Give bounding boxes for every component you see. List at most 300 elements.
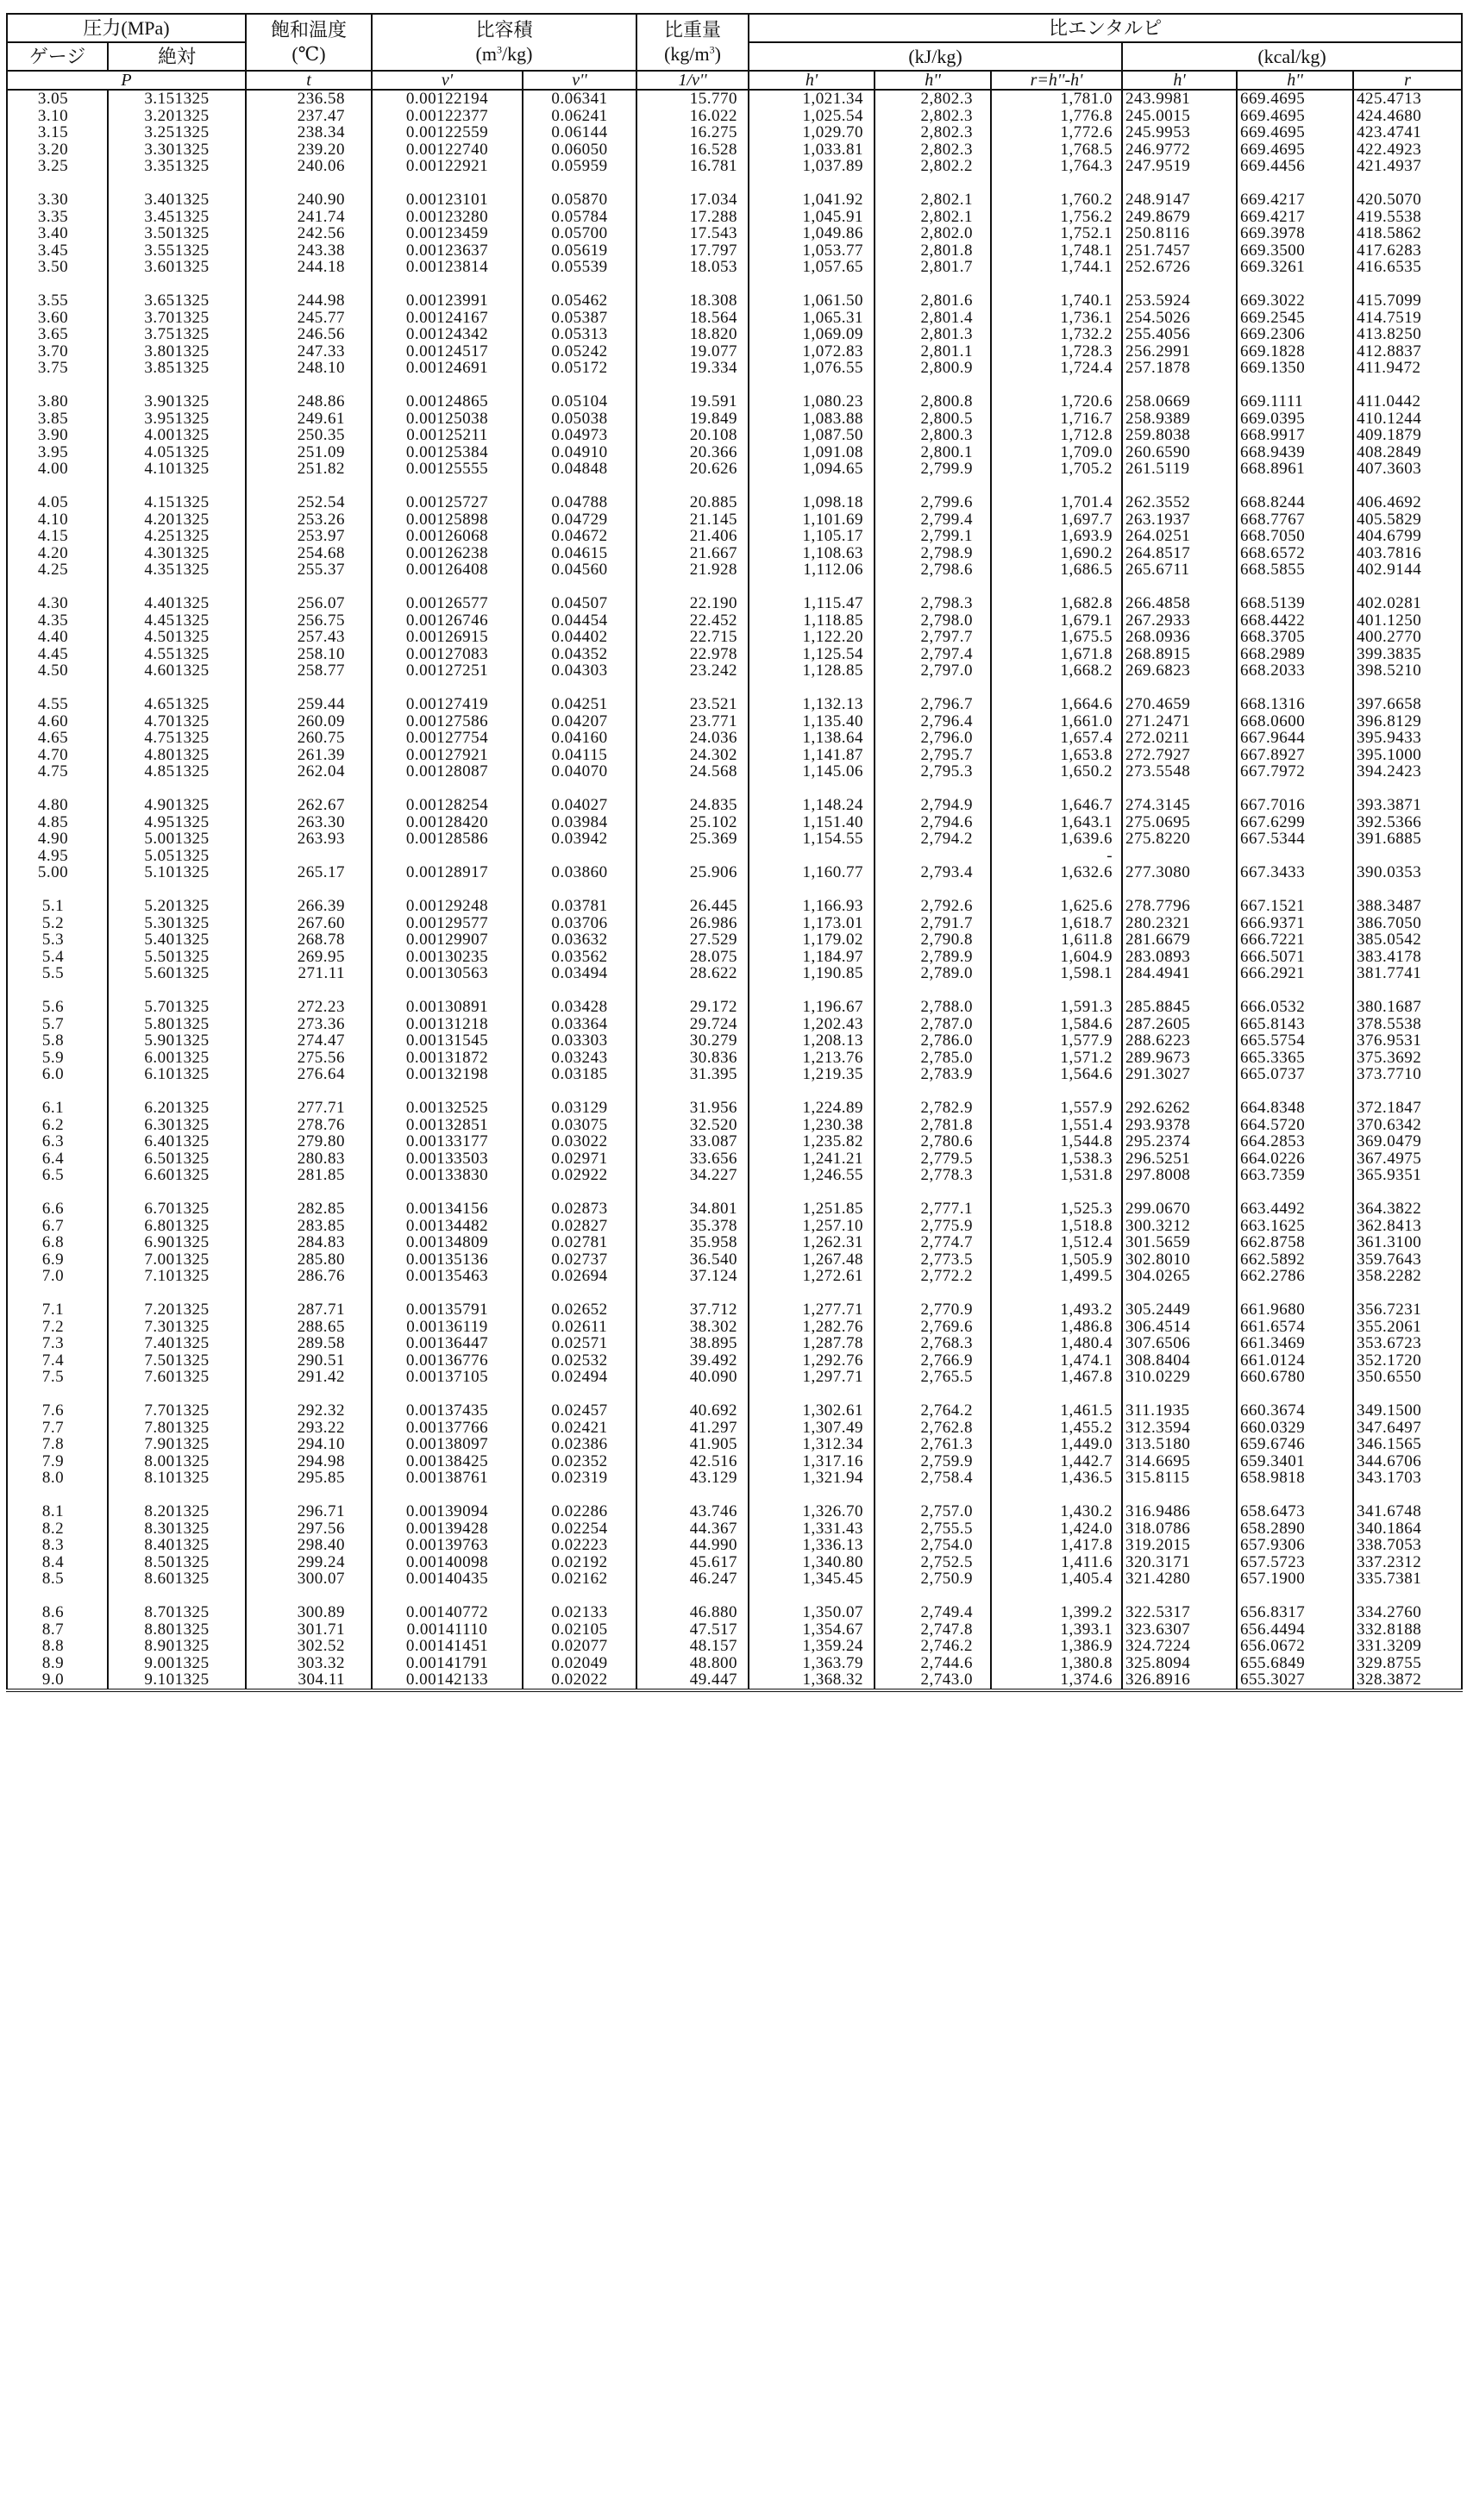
table-row [7,1234,1462,1251]
gauge-pressure-cell: 4.85 [7,814,108,831]
latent-heat-kj-cell: 1,531.8 [991,1167,1122,1184]
latent-heat-kj-cell: 1,772.6 [991,124,1122,141]
enthalpy-vapor-kcal-cell: 668.4422 [1237,612,1353,630]
enthalpy-liquid-kj-cell: 1,115.47 [749,595,875,612]
gauge-pressure-cell: 3.15 [7,124,108,141]
table-row [7,1117,1462,1134]
table-row [7,898,1462,915]
enthalpy-liquid-kj-cell: 1,125.54 [749,646,875,663]
enthalpy-liquid-kcal-cell: 264.0251 [1122,528,1237,545]
spec-weight-cell: 41.905 [636,1436,749,1453]
spacer-cell [875,478,991,495]
enthalpy-liquid-kcal-cell: 319.2015 [1122,1537,1237,1554]
enthalpy-vapor-kj-cell: 2,802.3 [875,90,991,108]
saturation-temp-cell: 265.17 [246,864,372,881]
latent-heat-kj-cell: 1,557.9 [991,1100,1122,1117]
latent-heat-kcal-cell: 347.6497 [1353,1420,1462,1437]
enthalpy-liquid-kcal-cell: 305.2449 [1122,1301,1237,1319]
spec-volume-liquid-cell: 0.00134156 [372,1200,523,1218]
enthalpy-vapor-kj-cell: 2,774.7 [875,1234,991,1251]
spec-volume-vapor-cell: 0.04729 [523,511,636,529]
saturation-temp-cell: 278.76 [246,1117,372,1134]
gauge-pressure-cell: 7.9 [7,1453,108,1470]
enthalpy-liquid-kcal-cell: 277.3080 [1122,864,1237,881]
enthalpy-liquid-kcal-cell: 268.8915 [1122,646,1237,663]
enthalpy-vapor-kcal-cell: 668.3705 [1237,629,1353,646]
enthalpy-liquid-kcal-cell: 301.5659 [1122,1234,1237,1251]
latent-heat-kj-cell: 1,625.6 [991,898,1122,915]
enthalpy-vapor-kcal-cell: 669.1828 [1237,343,1353,360]
latent-heat-kcal-cell: 395.1000 [1353,747,1462,764]
table-row [7,814,1462,831]
spec-volume-liquid-cell: 0.00140772 [372,1604,523,1621]
spacer-cell [7,881,108,899]
spec-volume-liquid-cell: 0.00126068 [372,528,523,545]
saturation-temp-cell: 252.54 [246,494,372,511]
enthalpy-vapor-kcal-cell: 669.0395 [1237,411,1353,428]
absolute-pressure-cell: 5.601325 [108,965,246,982]
enthalpy-vapor-kj-cell: 2,802.3 [875,141,991,159]
spacer-cell [636,1083,749,1100]
latent-heat-kcal-cell: 391.6885 [1353,831,1462,848]
spec-weight-cell: 30.836 [636,1050,749,1067]
spec-volume-vapor-cell: 0.02737 [523,1251,636,1269]
spacer-cell [991,881,1122,899]
latent-heat-kj-cell: 1,664.6 [991,696,1122,713]
latent-heat-kj-cell: 1,697.7 [991,511,1122,529]
saturation-temp-cell: 257.43 [246,629,372,646]
absolute-pressure-cell: 3.151325 [108,90,246,108]
gauge-pressure-cell: 4.90 [7,831,108,848]
enthalpy-vapor-kcal-cell: 658.9818 [1237,1470,1353,1487]
absolute-header: 絶対 [108,42,246,71]
saturation-temp-cell: 267.60 [246,915,372,932]
enthalpy-vapor-kj-cell: 2,746.2 [875,1638,991,1655]
saturation-temp-cell: 263.93 [246,831,372,848]
spacer-cell [1237,1184,1353,1201]
saturation-temp-cell: 299.24 [246,1554,372,1571]
latent-heat-kcal-cell: 381.7741 [1353,965,1462,982]
enthalpy-vapor-kcal-cell: 658.6473 [1237,1503,1353,1520]
table-row [7,999,1462,1016]
enthalpy-liquid-kj-cell: 1,219.35 [749,1066,875,1083]
enthalpy-vapor-kj-cell: 2,801.6 [875,292,991,310]
absolute-pressure-cell: 3.651325 [108,292,246,310]
latent-heat-kj-cell: 1,716.7 [991,411,1122,428]
spacer-cell [246,175,372,192]
enthalpy-liquid-kcal-cell: 252.6726 [1122,259,1237,276]
latent-heat-kj-cell: 1,748.1 [991,242,1122,260]
spec-volume-liquid-cell: 0.00125727 [372,494,523,511]
spacer-cell [523,1386,636,1403]
saturation-temp-cell: 297.56 [246,1520,372,1538]
spacer-cell [991,579,1122,596]
spec-weight-cell: 31.395 [636,1066,749,1083]
enthalpy-vapor-kj-cell: 2,750.9 [875,1570,991,1588]
spacer-cell [1353,982,1462,1000]
enthalpy-liquid-kj-cell: 1,041.92 [749,191,875,209]
latent-heat-kcal-cell: 350.6550 [1353,1369,1462,1386]
enthalpy-vapor-kj-cell: 2,769.6 [875,1319,991,1336]
kcal-unit-header: (kcal/kg) [1122,42,1462,71]
saturation-temp-cell: 236.58 [246,90,372,108]
spec-volume-liquid-cell: 0.00125555 [372,461,523,478]
enthalpy-vapor-kcal-cell: 656.0672 [1237,1638,1353,1655]
spacer-cell [108,780,246,798]
saturation-temp-cell: 290.51 [246,1352,372,1370]
spacer-cell [1237,680,1353,697]
table-row [7,1268,1462,1285]
enthalpy-vapor-kj-cell: 2,800.9 [875,360,991,377]
enthalpy-vapor-kj-cell: 2,798.3 [875,595,991,612]
enthalpy-liquid-kj-cell: 1,148.24 [749,797,875,814]
spacer-cell [108,579,246,596]
spacer-cell [991,175,1122,192]
enthalpy-vapor-kcal-cell: 668.7767 [1237,511,1353,529]
spec-volume-vapor-cell: 0.04910 [523,444,636,461]
enthalpy-vapor-kj-cell: 2,779.5 [875,1150,991,1168]
latent-heat-kcal-cell: 413.8250 [1353,326,1462,343]
enthalpy-liquid-kcal-cell: 288.6223 [1122,1032,1237,1050]
spacer-cell [246,780,372,798]
latent-heat-kj-cell: 1,411.6 [991,1554,1122,1571]
saturation-temp-cell: 280.83 [246,1150,372,1168]
enthalpy-liquid-kcal-cell: 260.6590 [1122,444,1237,461]
table-row [7,242,1462,260]
enthalpy-liquid-kj-cell: 1,118.85 [749,612,875,630]
enthalpy-liquid-kj-cell: 1,091.08 [749,444,875,461]
latent-heat-kcal-cell: 383.4178 [1353,949,1462,966]
spec-volume-liquid-cell: 0.00132198 [372,1066,523,1083]
enthalpy-liquid-kj-cell: 1,112.06 [749,561,875,579]
spec-volume-liquid-cell: 0.00132525 [372,1100,523,1117]
absolute-pressure-cell: 6.901325 [108,1234,246,1251]
spacer-cell [991,982,1122,1000]
spec-volume-liquid-cell: 0.00130563 [372,965,523,982]
spec-volume-liquid-cell: 0.00126915 [372,629,523,646]
saturation-temp-cell: 256.75 [246,612,372,630]
spec-volume-vapor-cell: 0.04672 [523,528,636,545]
enthalpy-liquid-kcal-cell: 275.8220 [1122,831,1237,848]
spec-weight-cell: 35.378 [636,1218,749,1235]
spec-weight-cell: 31.956 [636,1100,749,1117]
latent-heat-kj-cell: 1,571.2 [991,1050,1122,1067]
spacer-cell [1122,1184,1237,1201]
spec-volume-vapor-cell: 0.02827 [523,1218,636,1235]
enthalpy-vapor-kcal-cell: 669.4456 [1237,158,1353,175]
spacer-cell [1353,1083,1462,1100]
enthalpy-vapor-kj-cell: 2,800.3 [875,427,991,444]
absolute-pressure-cell: 5.001325 [108,831,246,848]
table-row [7,915,1462,932]
enthalpy-vapor-kcal-cell: 669.3022 [1237,292,1353,310]
spacer-cell [875,982,991,1000]
spec-weight-cell: 36.540 [636,1251,749,1269]
gauge-pressure-cell: 4.20 [7,545,108,562]
spec-weight-cell: 34.801 [636,1200,749,1218]
symbol-kcal-h2: h'' [1237,71,1353,90]
spec-weight-cell: 46.247 [636,1570,749,1588]
enthalpy-vapor-kj-cell: 2,765.5 [875,1369,991,1386]
enthalpy-liquid-kj-cell: 1,272.61 [749,1268,875,1285]
gauge-pressure-cell: 4.70 [7,747,108,764]
spacer-cell [108,478,246,495]
latent-heat-kj-cell: 1,564.6 [991,1066,1122,1083]
spacer-cell [7,1386,108,1403]
spec-weight-cell: 16.528 [636,141,749,159]
latent-heat-kj-cell: 1,551.4 [991,1117,1122,1134]
spacer-cell [372,1386,523,1403]
absolute-pressure-cell: 5.301325 [108,915,246,932]
spacer-cell [523,1083,636,1100]
table-row [7,1503,1462,1520]
gauge-pressure-cell: 7.6 [7,1402,108,1420]
spec-volume-liquid-cell: 0.00123814 [372,259,523,276]
saturation-temp-cell: 294.10 [246,1436,372,1453]
enthalpy-liquid-kj-cell [749,848,875,865]
latent-heat-kcal-cell: 388.3487 [1353,898,1462,915]
enthalpy-vapor-kcal-cell: 655.3027 [1237,1671,1353,1690]
spec-volume-liquid-cell: 0.00133177 [372,1133,523,1150]
enthalpy-vapor-kj-cell: 2,797.4 [875,646,991,663]
absolute-pressure-cell: 5.201325 [108,898,246,915]
spacer-cell [108,1487,246,1504]
group-spacer [7,982,1462,1000]
latent-heat-kj-cell: 1,512.4 [991,1234,1122,1251]
spacer-cell [636,1487,749,1504]
spec-weight-cell: 25.369 [636,831,749,848]
enthalpy-liquid-kj-cell: 1,072.83 [749,343,875,360]
enthalpy-vapor-kj-cell: 2,801.3 [875,326,991,343]
spec-volume-vapor-cell: 0.04848 [523,461,636,478]
enthalpy-liquid-kj-cell: 1,340.80 [749,1554,875,1571]
enthalpy-liquid-kj-cell: 1,262.31 [749,1234,875,1251]
table-row [7,1369,1462,1386]
spacer-cell [875,1083,991,1100]
saturation-temp-cell: 253.26 [246,511,372,529]
spec-volume-liquid-cell [372,848,523,865]
spec-volume-vapor-cell: 0.03303 [523,1032,636,1050]
enthalpy-liquid-kj-cell: 1,069.09 [749,326,875,343]
saturation-temp-cell: 275.56 [246,1050,372,1067]
spec-volume-vapor-cell: 0.05784 [523,209,636,226]
enthalpy-liquid-kj-cell: 1,049.86 [749,225,875,242]
spec-weight-cell: 17.543 [636,225,749,242]
latent-heat-kj-cell: 1,417.8 [991,1537,1122,1554]
saturation-temp-cell: 248.86 [246,393,372,411]
enthalpy-vapor-kj-cell: 2,755.5 [875,1520,991,1538]
spacer-cell [1353,1588,1462,1605]
enthalpy-liquid-kcal-cell: 324.7224 [1122,1638,1237,1655]
table-row [7,747,1462,764]
latent-heat-kj-cell: 1,776.8 [991,108,1122,125]
spacer-cell [7,1285,108,1302]
spec-volume-liquid-cell: 0.00139428 [372,1520,523,1538]
spec-volume-vapor-cell: 0.04160 [523,730,636,747]
enthalpy-vapor-kj-cell: 2,795.3 [875,763,991,780]
absolute-pressure-cell: 5.801325 [108,1016,246,1033]
latent-heat-kcal-cell: 393.3871 [1353,797,1462,814]
enthalpy-vapor-kj-cell: 2,786.0 [875,1032,991,1050]
spec-weight-cell: 16.781 [636,158,749,175]
saturation-temp-cell: 292.32 [246,1402,372,1420]
spec-volume-vapor-cell: 0.03364 [523,1016,636,1033]
enthalpy-liquid-kj-cell: 1,196.67 [749,999,875,1016]
spec-volume-vapor-cell: 0.02611 [523,1319,636,1336]
spacer-cell [1353,1184,1462,1201]
enthalpy-vapor-kj-cell: 2,798.6 [875,561,991,579]
enthalpy-liquid-kcal-cell: 271.2471 [1122,713,1237,730]
spacer-cell [372,881,523,899]
spacer-cell [1122,1386,1237,1403]
latent-heat-kj-cell: 1,380.8 [991,1655,1122,1672]
spec-volume-vapor-cell: 0.02652 [523,1301,636,1319]
spec-weight-cell: 41.297 [636,1420,749,1437]
enthalpy-vapor-kcal-cell: 669.1111 [1237,393,1353,411]
enthalpy-vapor-kj-cell: 2,780.6 [875,1133,991,1150]
gauge-pressure-cell: 6.7 [7,1218,108,1235]
absolute-pressure-cell: 3.301325 [108,141,246,159]
group-spacer [7,881,1462,899]
enthalpy-liquid-kj-cell: 1,302.61 [749,1402,875,1420]
enthalpy-vapor-kcal-cell: 668.8961 [1237,461,1353,478]
table-row [7,528,1462,545]
absolute-pressure-cell: 6.401325 [108,1133,246,1150]
spec-volume-vapor-cell: 0.03075 [523,1117,636,1134]
spec-volume-vapor-cell: 0.02694 [523,1268,636,1285]
enthalpy-liquid-kcal-cell: 269.6823 [1122,662,1237,680]
spacer-cell [108,680,246,697]
latent-heat-kcal-cell: 415.7099 [1353,292,1462,310]
enthalpy-vapor-kcal-cell: 668.7050 [1237,528,1353,545]
spacer-cell [372,276,523,293]
enthalpy-liquid-kcal-cell: 267.2933 [1122,612,1237,630]
absolute-pressure-cell: 7.401325 [108,1335,246,1352]
latent-heat-kcal-cell: 364.3822 [1353,1200,1462,1218]
enthalpy-vapor-kcal-cell: 667.3433 [1237,864,1353,881]
spec-volume-vapor-cell: 0.05700 [523,225,636,242]
enthalpy-liquid-kj-cell: 1,083.88 [749,411,875,428]
spacer-cell [749,982,875,1000]
enthalpy-liquid-kcal-cell: 302.8010 [1122,1251,1237,1269]
spec-volume-vapor-cell: 0.02133 [523,1604,636,1621]
enthalpy-liquid-kcal-cell: 300.3212 [1122,1218,1237,1235]
enthalpy-vapor-kcal-cell: 663.1625 [1237,1218,1353,1235]
table-row [7,124,1462,141]
enthalpy-vapor-kj-cell: 2,802.3 [875,108,991,125]
enthalpy-vapor-kj-cell: 2,797.7 [875,629,991,646]
enthalpy-liquid-kcal-cell: 285.8845 [1122,999,1237,1016]
table-row [7,931,1462,949]
latent-heat-kcal-cell: 416.6535 [1353,259,1462,276]
gauge-pressure-cell: 3.90 [7,427,108,444]
absolute-pressure-cell: 5.401325 [108,931,246,949]
enthalpy-vapor-kcal-cell: 668.0600 [1237,713,1353,730]
spacer-cell [1122,276,1237,293]
spacer-cell [372,1588,523,1605]
spacer-cell [991,1083,1122,1100]
spacer-cell [749,377,875,394]
spec-volume-liquid-cell: 0.00123280 [372,209,523,226]
spec-weight-cell: 24.036 [636,730,749,747]
spec-weight-cell: 37.712 [636,1301,749,1319]
table-row [7,629,1462,646]
spacer-cell [246,881,372,899]
spec-weight-cell: 23.521 [636,696,749,713]
gauge-pressure-cell: 6.1 [7,1100,108,1117]
spec-volume-liquid-cell: 0.00141451 [372,1638,523,1655]
spacer-cell [7,377,108,394]
latent-heat-kcal-cell: 386.7050 [1353,915,1462,932]
spacer-cell [246,478,372,495]
spacer-cell [636,680,749,697]
saturation-temp-cell: 273.36 [246,1016,372,1033]
gauge-pressure-cell: 4.60 [7,713,108,730]
group-spacer [7,1285,1462,1302]
saturation-temp-cell: 266.39 [246,898,372,915]
spec-volume-vapor-cell: 0.04251 [523,696,636,713]
absolute-pressure-cell: 4.201325 [108,511,246,529]
enthalpy-vapor-kj-cell [875,848,991,865]
saturation-temp-cell: 251.82 [246,461,372,478]
enthalpy-vapor-kcal-cell: 665.8143 [1237,1016,1353,1033]
latent-heat-kj-cell: 1,604.9 [991,949,1122,966]
enthalpy-vapor-kcal-cell: 661.0124 [1237,1352,1353,1370]
enthalpy-liquid-kcal-cell: 266.4858 [1122,595,1237,612]
enthalpy-vapor-kcal-cell: 666.5071 [1237,949,1353,966]
latent-heat-kcal-cell: 396.8129 [1353,713,1462,730]
saturation-temp-cell: 287.71 [246,1301,372,1319]
enthalpy-vapor-kj-cell: 2,798.9 [875,545,991,562]
table-row [7,511,1462,529]
spacer-cell [523,1285,636,1302]
spec-volume-vapor-cell: 0.02254 [523,1520,636,1538]
enthalpy-vapor-kcal-cell: 669.2545 [1237,310,1353,327]
saturation-temp-cell: 277.71 [246,1100,372,1117]
spec-weight-cell: 23.242 [636,662,749,680]
spec-volume-vapor-cell: 0.02223 [523,1537,636,1554]
latent-heat-kj-cell: 1,682.8 [991,595,1122,612]
enthalpy-liquid-kj-cell: 1,292.76 [749,1352,875,1370]
absolute-pressure-cell: 5.101325 [108,864,246,881]
enthalpy-liquid-kj-cell: 1,297.71 [749,1369,875,1386]
saturation-temp-cell: 242.56 [246,225,372,242]
spacer-cell [372,1184,523,1201]
spec-volume-liquid-cell: 0.00129248 [372,898,523,915]
spacer-cell [246,1184,372,1201]
gauge-pressure-cell: 3.75 [7,360,108,377]
enthalpy-vapor-kcal-cell: 664.0226 [1237,1150,1353,1168]
gauge-pressure-cell: 4.15 [7,528,108,545]
spacer-cell [372,579,523,596]
spacer-cell [7,478,108,495]
spec-volume-liquid-cell: 0.00127419 [372,696,523,713]
spacer-cell [1122,1083,1237,1100]
latent-heat-kcal-cell: 352.1720 [1353,1352,1462,1370]
spec-weight-cell: 18.820 [636,326,749,343]
enthalpy-liquid-kcal-cell: 308.8404 [1122,1352,1237,1370]
enthalpy-vapor-kj-cell: 2,790.8 [875,931,991,949]
saturation-temp-cell: 248.10 [246,360,372,377]
saturation-temp-cell: 259.44 [246,696,372,713]
spec-weight-cell: 43.129 [636,1470,749,1487]
sat-temp-header: 飽和温度 (℃) [246,14,372,71]
saturation-temp-cell: 272.23 [246,999,372,1016]
spec-volume-vapor-cell: 0.02873 [523,1200,636,1218]
spacer-cell [636,1285,749,1302]
spec-volume-liquid-cell: 0.00140435 [372,1570,523,1588]
gauge-pressure-cell: 4.95 [7,848,108,865]
